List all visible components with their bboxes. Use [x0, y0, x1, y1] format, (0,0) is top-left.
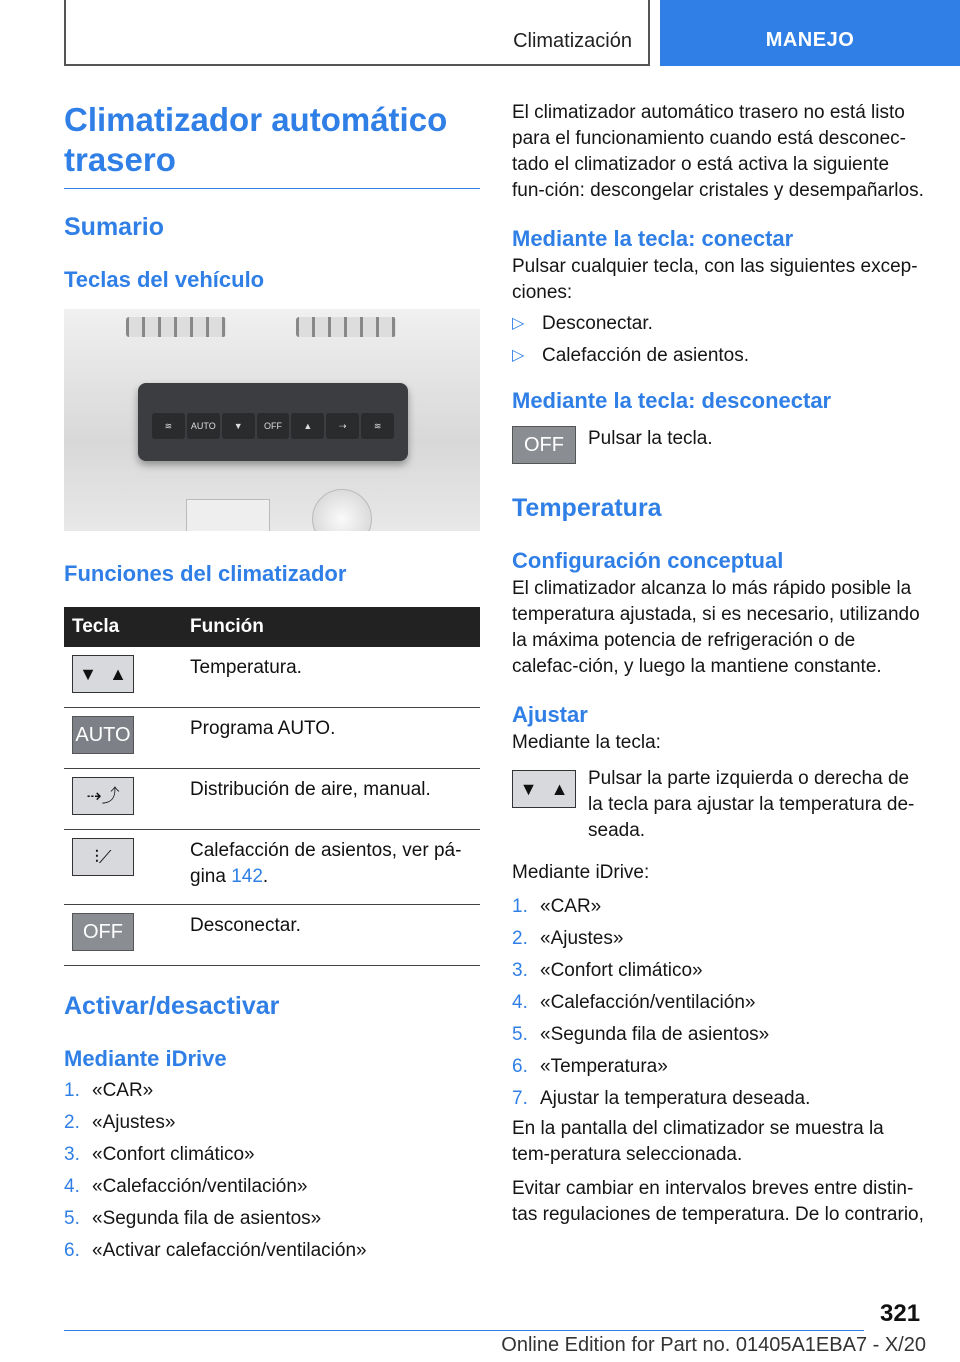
step-text: «Activar calefacción/ventilación»: [92, 1240, 367, 1261]
exception-text: Desconectar.: [542, 313, 653, 334]
step-number: 2.: [512, 928, 528, 949]
title-rule: [64, 188, 480, 189]
air-distribution-icon: ⇢⤴: [72, 777, 134, 815]
step-text: «Segunda fila de asientos»: [540, 1024, 770, 1045]
list-item: [64, 1142, 480, 1168]
table-cell-function: Desconectar.: [182, 905, 480, 966]
usb-ports: [186, 499, 270, 531]
heading-idrive: Mediante iDrive: [64, 1046, 227, 1071]
avoid-paragraph: Evitar cambiar en intervalos breves entre distin-tas regulaciones de temperatura. De lo contrario,: [512, 1178, 924, 1225]
seat-heating-suffix: .: [262, 866, 269, 887]
triangle-bullet-icon: ▷: [512, 347, 525, 364]
step-text: «Confort climático»: [92, 1144, 255, 1165]
activar-steps: [64, 1078, 480, 1264]
rear-climate-panel: [138, 383, 408, 461]
list-item: [512, 894, 926, 920]
ajustar-key-label: Mediante la tecla:: [512, 732, 661, 753]
page-number: 321: [880, 1300, 921, 1327]
panel-auto-label: AUTO: [187, 413, 220, 439]
right-column: [512, 100, 926, 1228]
left-column: [64, 100, 480, 1264]
list-item: [64, 1206, 480, 1232]
vehicle-keys-photo: [64, 309, 480, 531]
table-cell-function: [182, 830, 480, 905]
step-number: 1.: [512, 896, 528, 917]
heading-temperatura: Temperatura: [512, 494, 662, 522]
list-item: [512, 958, 926, 984]
step-text: «CAR»: [540, 896, 602, 917]
off-key-row: [512, 426, 926, 464]
heading-conectar: Mediante la tecla: conectar: [512, 226, 794, 251]
step-text: «Ajustes»: [540, 928, 624, 949]
list-item: [64, 1238, 480, 1264]
step-number: 3.: [64, 1144, 80, 1165]
auto-key-icon: AUTO: [72, 716, 134, 754]
exceptions-list: [512, 308, 926, 372]
concept-paragraph: El climatizador alcanza lo más rápido posible la temperatura ajustada, si es necesario, utilizando la máxima potencia de refrigeración o de calefac-ción, y luego la mantiene constante.: [512, 578, 920, 677]
table-header-function: Función: [182, 607, 480, 647]
step-text: «Temperatura»: [540, 1056, 668, 1077]
heading-activar: Activar/desactivar: [64, 992, 280, 1020]
ajustar-idrive-label: Mediante iDrive:: [512, 862, 650, 883]
heading-concept: Configuración conceptual: [512, 548, 784, 573]
step-number: 2.: [64, 1112, 80, 1133]
step-number: 6.: [64, 1240, 80, 1261]
table-header-key: Tecla: [64, 607, 182, 647]
step-text: «Segunda fila de asientos»: [92, 1208, 322, 1229]
step-number: 5.: [64, 1208, 80, 1229]
temperature-arrows-icon: ▼ ▲: [72, 655, 134, 693]
list-item: [64, 1078, 480, 1104]
table-row: [64, 769, 480, 830]
step-text: «CAR»: [92, 1080, 154, 1101]
page-link-142[interactable]: 142: [231, 866, 263, 887]
heading-funciones: Funciones del climatizador: [64, 561, 347, 586]
seat-heating-text: Calefacción de asientos, ver pá-gina: [190, 840, 462, 887]
step-number: 1.: [64, 1080, 80, 1101]
air-vent-left: [126, 317, 226, 337]
step-number: 4.: [512, 992, 528, 1013]
header-chapter-tab[interactable]: MANEJO: [660, 0, 960, 66]
footer-rule: [64, 1330, 864, 1331]
table-header-row: [64, 607, 480, 647]
triangle-bullet-icon: ▷: [512, 315, 525, 332]
table-cell-function: Distribución de aire, manual.: [182, 769, 480, 830]
panel-off-label: OFF: [257, 413, 290, 439]
seat-heating-right-icon: ≋: [361, 413, 394, 439]
off-key-icon: OFF: [512, 426, 576, 464]
list-item: [64, 1174, 480, 1200]
heading-teclas: Teclas del vehículo: [64, 267, 265, 292]
table-row: [64, 905, 480, 966]
air-distribution-icon: ⇢: [326, 413, 359, 439]
temperature-arrows-icon: ▼ ▲: [512, 770, 576, 808]
step-number: 6.: [512, 1056, 528, 1077]
list-item: [512, 990, 926, 1016]
list-item: [512, 1086, 926, 1112]
header-frame: [64, 0, 650, 66]
heading-sumario: Sumario: [64, 213, 165, 241]
air-vent-right: [296, 317, 396, 337]
desconectar-paragraph: Pulsar la tecla.: [588, 428, 713, 449]
header-section-title: Climatización: [513, 30, 632, 52]
page-title: Climatizador automático trasero: [64, 101, 448, 178]
functions-table: [64, 607, 480, 966]
list-item: [512, 1054, 926, 1080]
heading-ajustar: Ajustar: [512, 702, 588, 727]
temperature-up-icon: ▲: [291, 413, 324, 439]
list-item: [512, 926, 926, 952]
intro-paragraph: El climatizador automático trasero no está listo para el funcionamiento cuando está desconec-tado el climatizador o está activa la siguiente fun-ción: descongelar cristales y desempañarlos.: [512, 102, 924, 201]
step-number: 3.: [512, 960, 528, 981]
table-row: [64, 647, 480, 708]
control-knob: [312, 489, 372, 531]
step-text: «Confort climático»: [540, 960, 703, 981]
step-text: «Calefacción/ventilación»: [540, 992, 756, 1013]
step-number: 4.: [64, 1176, 80, 1197]
heading-desconectar: Mediante la tecla: desconectar: [512, 388, 832, 413]
ajustar-steps: [512, 894, 926, 1112]
ajustar-key-block: [512, 766, 926, 844]
footer-edition: Online Edition for Part no. 01405A1EBA7 - X/20: [501, 1334, 926, 1356]
display-paragraph: En la pantalla del climatizador se muestra la tem-peratura seleccionada.: [512, 1118, 884, 1165]
table-cell-function: Programa AUTO.: [182, 708, 480, 769]
exception-text: Calefacción de asientos.: [542, 345, 750, 366]
step-text: «Ajustes»: [92, 1112, 176, 1133]
step-text: Ajustar la temperatura deseada.: [540, 1088, 811, 1109]
conectar-paragraph: Pulsar cualquier tecla, con las siguientes excep-ciones:: [512, 256, 918, 303]
list-item: [64, 1110, 480, 1136]
list-item: [512, 308, 926, 340]
ajustar-key-paragraph: Pulsar la parte izquierda o derecha de la tecla para ajustar la temperatura de-seada.: [588, 768, 915, 841]
list-item: [512, 340, 926, 372]
list-item: [512, 1022, 926, 1048]
step-text: «Calefacción/ventilación»: [92, 1176, 308, 1197]
step-number: 7.: [512, 1088, 528, 1109]
seat-heating-left-icon: ≋: [152, 413, 185, 439]
seat-heating-icon: ⫶⟋: [72, 838, 134, 876]
step-number: 5.: [512, 1024, 528, 1045]
temperature-down-icon: ▼: [222, 413, 255, 439]
table-row: [64, 708, 480, 769]
off-key-icon: OFF: [72, 913, 134, 951]
table-cell-function: Temperatura.: [182, 647, 480, 708]
table-row: [64, 830, 480, 905]
